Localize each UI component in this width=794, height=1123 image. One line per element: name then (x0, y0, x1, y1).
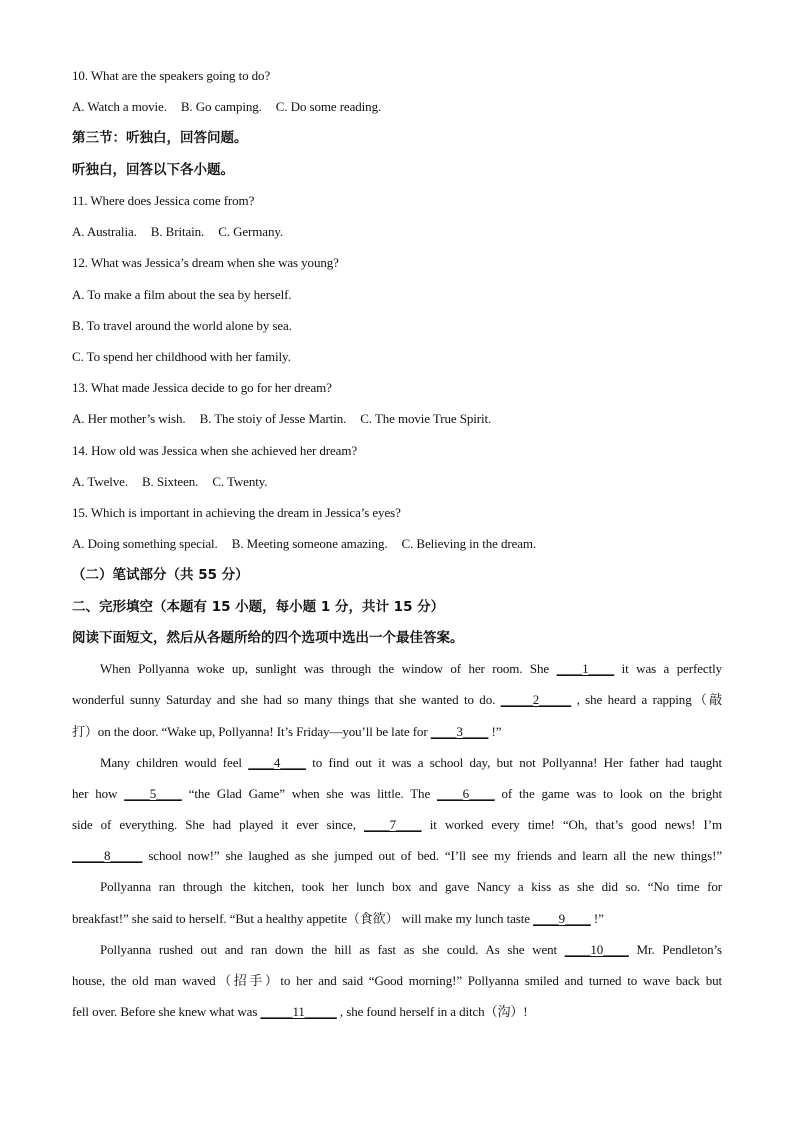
passage-line-6: side of everything. She had played it ever since, ____7____ it worked every time! “Oh, that’s good news! I’m (72, 817, 722, 832)
passage-line-7: _____8_____ school now!” she laughed as she jumped out of bed. “I’ll see my friends and learn all the new things!” (72, 848, 722, 863)
cloze-section-title: 二、完形填空（本题有 15 小题，每小题 1 分，共计 15 分） (72, 599, 445, 615)
passage-line-5: her how ____5____ “the Glad Game” when she was little. The ____6____ of the game was to look on the bright (72, 786, 722, 801)
blank-4: ____4____ (248, 755, 306, 770)
q10-option-a: A. Watch a movie. (72, 99, 167, 114)
q14-question: 14. How old was Jessica when she achieved her dream? (72, 443, 358, 458)
q13-options (72, 410, 722, 428)
q11-options (72, 223, 722, 241)
section3-title: 第三节：听独白，回答问题。 (72, 130, 248, 146)
q15-option-a: A. Doing something special. (72, 536, 218, 551)
q15-question: 15. Which is important in achieving the dream in Jessica’s eyes? (72, 505, 401, 520)
q11-option-b: B. Britain. (150, 224, 205, 239)
blank-11: _____11_____ (260, 1004, 337, 1019)
passage-line-11: house, the old man waved（招手）to her and said “Good morning!” Pollyanna smiled and turned to wave back but (72, 973, 722, 988)
blank-2: _____2_____ (500, 692, 572, 707)
q10-question: 10. What are the speakers going to do? (72, 68, 271, 83)
blank-6: ____6____ (437, 786, 495, 801)
q13-option-a: A. Her mother’s wish. (72, 411, 186, 426)
blank-10: ____10____ (564, 942, 629, 957)
passage-line-9: breakfast!” she said to herself. “But a healthy appetite（食欲） will make my lunch taste ____9____ !” (72, 911, 604, 926)
q13-option-c: C. The movie True Spirit. (360, 411, 492, 426)
blank-1: ____1____ (556, 661, 615, 676)
passage-line-2: wonderful sunny Saturday and she had so many things that she wanted to do. _____2_____ , she heard a rapping（敲 (72, 692, 722, 707)
q14-option-c: C. Twenty. (212, 474, 268, 489)
q15-options (72, 535, 722, 553)
q10-options (72, 98, 722, 116)
q12-question: 12. What was Jessica’s dream when she was young? (72, 255, 339, 270)
blank-9: ____9____ (533, 911, 591, 926)
section3-instruction: 听独白，回答以下各小题。 (72, 162, 234, 178)
q12-option-a: A. To make a film about the sea by herself. (72, 287, 292, 302)
q13-option-b: B. The stoiy of Jesse Martin. (199, 411, 347, 426)
q12-option-b: B. To travel around the world alone by sea. (72, 318, 292, 333)
blank-3: ____3____ (430, 724, 489, 739)
q13-question: 13. What made Jessica decide to go for her dream? (72, 380, 332, 395)
blank-5: ____5____ (124, 786, 182, 801)
passage-line-4: Many children would feel ____4____ to find out it was a school day, but not Pollyanna! Her father had taught (100, 755, 723, 770)
blank-8: _____8_____ (72, 848, 143, 863)
q11-option-a: A. Australia. (72, 224, 137, 239)
passage-line-1: When Pollyanna woke up, sunlight was through the window of her room. She ____1____ it was a perfectly (100, 661, 722, 676)
q15-option-c: C. Believing in the dream. (401, 536, 537, 551)
q10-option-c: C. Do some reading. (275, 99, 382, 114)
written-part-title: （二）笔试部分（共 55 分） (72, 567, 249, 583)
q11-question: 11. Where does Jessica come from? (72, 193, 255, 208)
q12-option-c: C. To spend her childhood with her family. (72, 349, 291, 364)
passage-line-8: Pollyanna ran through the kitchen, took her lunch box and gave Nancy a kiss as she did so. “No time for (100, 879, 722, 894)
passage-line-12: fell over. Before she knew what was _____11_____ , she found herself in a ditch（沟）! (72, 1004, 528, 1019)
cloze-instruction: 阅读下面短文，然后从各题所给的四个选项中选出一个最佳答案。 (72, 630, 464, 646)
q14-options (72, 473, 722, 491)
q14-option-b: B. Sixteen. (141, 474, 199, 489)
passage-line-3: 打）on the door. “Wake up, Pollyanna! It’s Friday—you’ll be late for ____3____ !” (72, 724, 502, 739)
q15-option-b: B. Meeting someone amazing. (231, 536, 388, 551)
q10-option-b: B. Go camping. (180, 99, 262, 114)
blank-7: ____7____ (363, 817, 422, 832)
q11-option-c: C. Germany. (218, 224, 284, 239)
q14-option-a: A. Twelve. (72, 474, 128, 489)
passage-line-10: Pollyanna rushed out and ran down the hill as fast as she could. As she went ____10____ Mr. Pendleton’s (100, 942, 722, 957)
